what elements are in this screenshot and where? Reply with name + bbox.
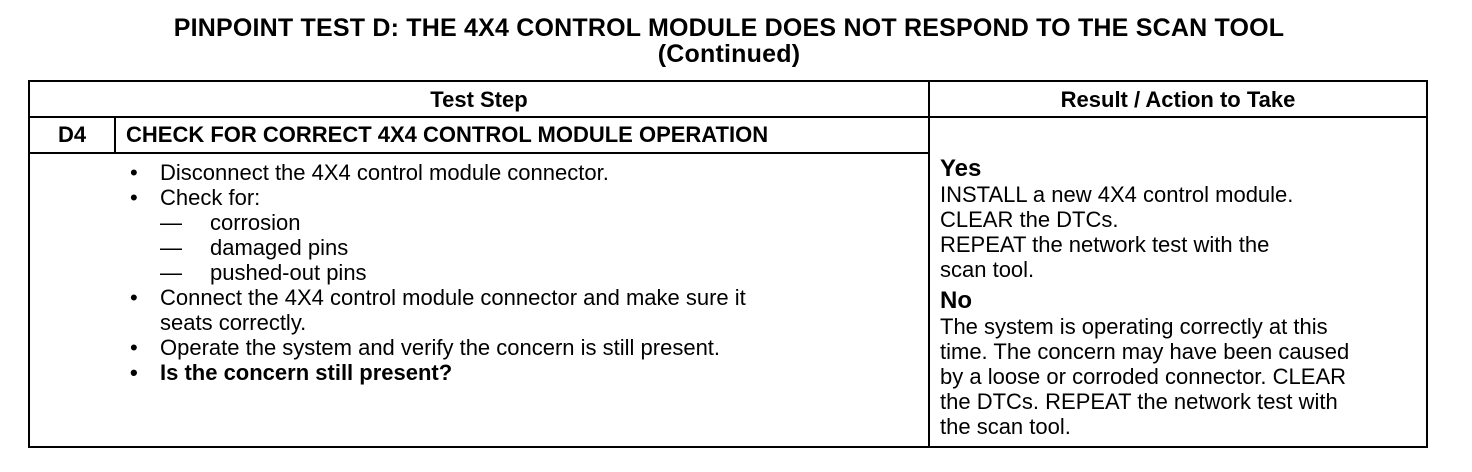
result-no-line: The system is operating correctly at this bbox=[940, 314, 1328, 339]
result-no-label: No bbox=[940, 287, 972, 314]
list-item-question: • Is the concern still present? bbox=[130, 360, 453, 385]
header-result-action: Result / Action to Take bbox=[1060, 87, 1296, 112]
bullet-icon: • bbox=[130, 335, 138, 360]
header-test-step: Test Step bbox=[430, 87, 528, 112]
result-no-line: the DTCs. REPEAT the network test with bbox=[940, 389, 1338, 414]
step-id: D4 bbox=[57, 122, 87, 147]
step-id-divider bbox=[114, 118, 116, 152]
result-yes-line: CLEAR the DTCs. bbox=[940, 207, 1119, 232]
page-subtitle: (Continued) bbox=[657, 40, 801, 68]
result-yes-line: REPEAT the network test with the bbox=[940, 232, 1270, 257]
result-yes-label: Yes bbox=[940, 155, 982, 182]
list-item: • Operate the system and verify the concern is still present. bbox=[130, 335, 721, 360]
result-no-line: by a loose or corroded connector. CLEAR bbox=[940, 364, 1347, 389]
dash-icon: — bbox=[160, 260, 182, 285]
list-item: — pushed-out pins bbox=[160, 260, 367, 285]
result-yes-line: scan tool. bbox=[940, 257, 1035, 282]
result-actions bbox=[940, 156, 1420, 439]
result-yes-line: INSTALL a new 4X4 control module. bbox=[940, 182, 1294, 207]
step-instructions bbox=[130, 160, 746, 385]
list-item: • Disconnect the 4X4 control module connector. bbox=[130, 160, 609, 185]
bullet-icon: • bbox=[130, 285, 138, 310]
list-item-continuation: seats correctly. bbox=[160, 310, 307, 335]
list-item: • Check for: bbox=[130, 185, 261, 210]
result-no-line: time. The concern may have been caused bbox=[940, 339, 1350, 364]
page-title: PINPOINT TEST D: THE 4X4 CONTROL MODULE DOES NOT RESPOND TO THE SCAN TOOL bbox=[173, 14, 1285, 42]
pinpoint-test-table bbox=[28, 80, 1428, 448]
dash-icon: — bbox=[160, 235, 182, 260]
list-item: — corrosion bbox=[160, 210, 301, 235]
bullet-icon: • bbox=[130, 360, 138, 385]
result-no-line: the scan tool. bbox=[940, 414, 1071, 439]
column-divider bbox=[928, 82, 930, 448]
step-title-divider bbox=[30, 152, 928, 154]
list-item: — damaged pins bbox=[160, 235, 349, 260]
step-title: CHECK FOR CORRECT 4X4 CONTROL MODULE OPERATION bbox=[126, 122, 769, 147]
dash-icon: — bbox=[160, 210, 182, 235]
bullet-icon: • bbox=[130, 160, 138, 185]
list-item: • Connect the 4X4 control module connector and make sure it bbox=[130, 285, 746, 310]
bullet-icon: • bbox=[130, 185, 138, 210]
